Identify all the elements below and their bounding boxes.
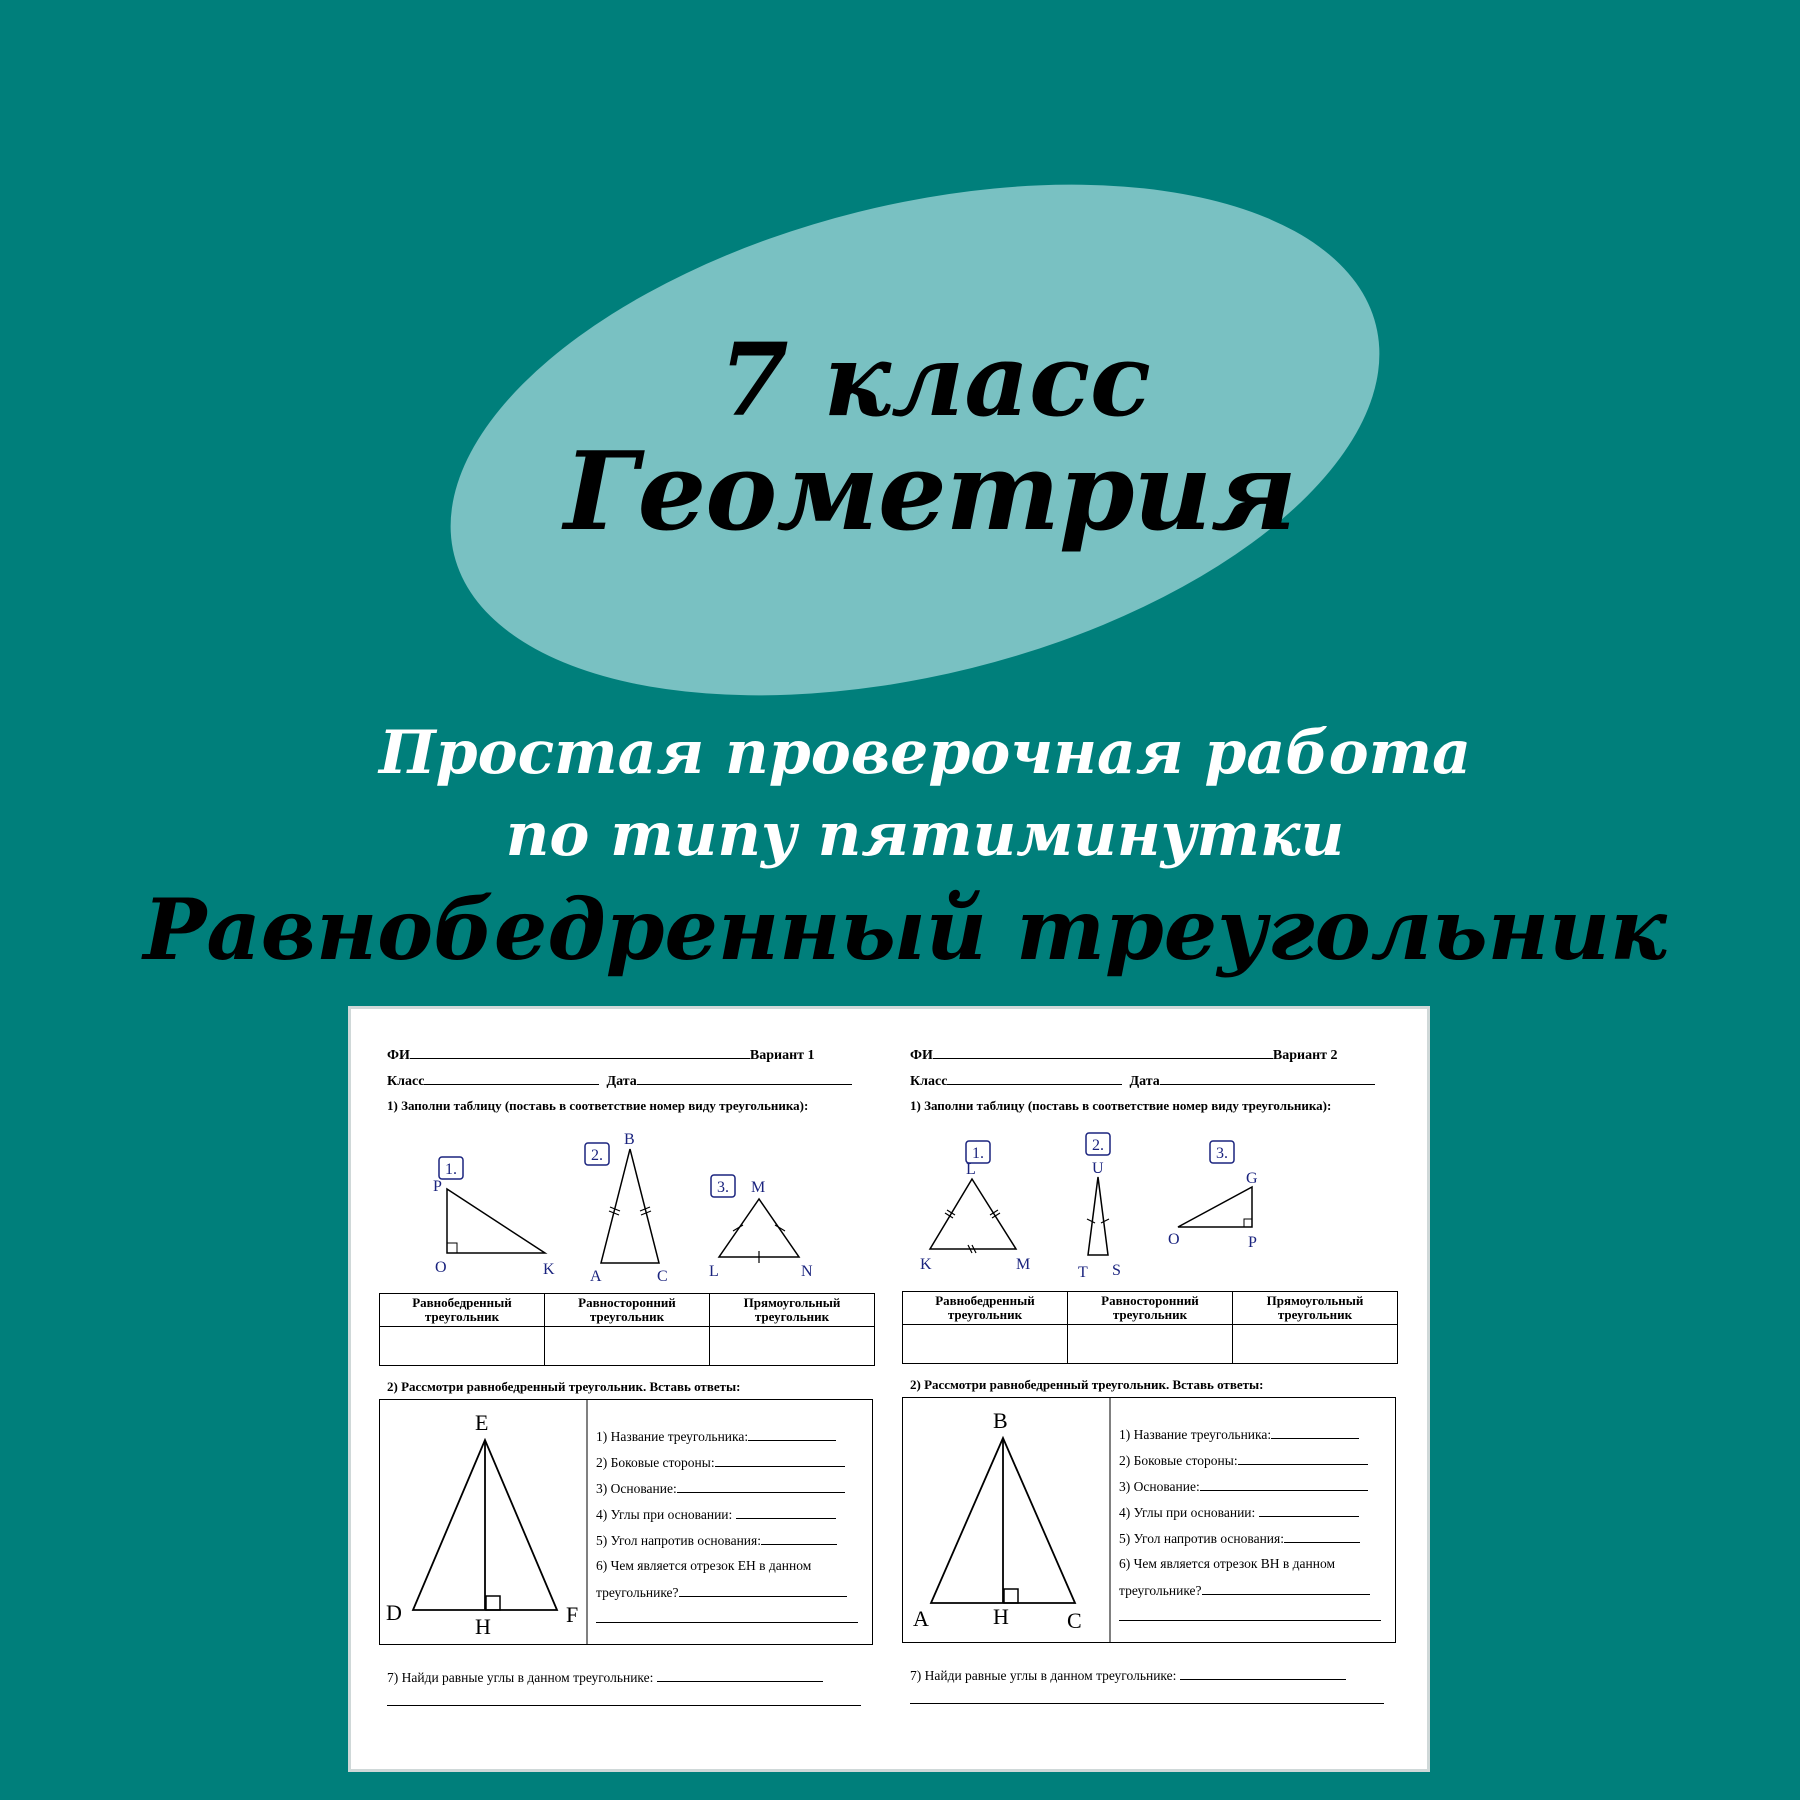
question-text: 1) Название треугольника:	[596, 1429, 749, 1444]
answer-line[interactable]	[715, 1454, 845, 1467]
variant-2	[906, 1009, 1406, 1769]
question-text: треугольнике?	[1119, 1583, 1202, 1598]
vertex-label: F	[566, 1602, 579, 1627]
question-6-cont	[1119, 1582, 1370, 1599]
class-underline	[947, 1072, 1122, 1085]
question-text: 2) Боковые стороны:	[1119, 1453, 1238, 1468]
vertex-label: C	[657, 1268, 668, 1285]
question-4	[1119, 1504, 1359, 1521]
variant-label: Вариант 2	[1272, 1048, 1338, 1063]
answer-line-extra	[1119, 1608, 1381, 1625]
date-label: Дата	[606, 1074, 637, 1089]
vertex-label: T	[1078, 1264, 1088, 1281]
answer-line[interactable]	[748, 1428, 836, 1441]
question-6	[596, 1558, 811, 1574]
date-underline	[1160, 1072, 1375, 1085]
vertex-label: O	[1168, 1231, 1180, 1248]
vertex-label: A	[590, 1268, 602, 1285]
table-header: Прямоугольный треугольник	[710, 1294, 875, 1327]
figure-number: 2.	[591, 1147, 603, 1164]
answer-line[interactable]	[1119, 1608, 1381, 1621]
question-text: 4) Углы при основании:	[1119, 1505, 1256, 1520]
figure-number: 1.	[972, 1145, 984, 1162]
vertex-label: M	[751, 1179, 766, 1196]
fi-underline	[410, 1046, 750, 1059]
vertex-label: O	[435, 1259, 447, 1276]
date-underline	[637, 1072, 852, 1085]
vertex-label: A	[913, 1606, 929, 1631]
vertex-label: G	[1246, 1170, 1258, 1187]
task-2-box	[902, 1397, 1396, 1643]
vertex-label: H	[993, 1604, 1009, 1629]
task-2-text: 2) Рассмотри равнобедренный треугольник. Вставь ответы:	[910, 1377, 1264, 1392]
question-1	[1119, 1426, 1359, 1443]
answer-line[interactable]	[910, 1691, 1384, 1704]
task-7	[387, 1669, 823, 1686]
vertex-label: N	[801, 1263, 813, 1280]
answer-line[interactable]	[596, 1610, 858, 1623]
fi-label: ФИ	[387, 1048, 410, 1063]
task-7-text: 7) Найди равные углы в данном треугольнике:	[910, 1668, 1177, 1683]
vertex-label: P	[433, 1178, 442, 1195]
table-header: Равносторонний треугольник	[545, 1294, 710, 1327]
answer-line[interactable]	[677, 1480, 845, 1493]
classification-table	[379, 1293, 875, 1366]
tick-marks	[945, 1210, 1000, 1253]
vertex-label: L	[709, 1263, 719, 1280]
question-text: 3) Основание:	[1119, 1479, 1200, 1494]
question-text: 6) Чем является отрезок BH в данном	[1119, 1556, 1335, 1571]
answer-line[interactable]	[387, 1693, 861, 1706]
right-angle-mark	[1004, 1589, 1018, 1603]
fi-line	[910, 1046, 1338, 1064]
subject-title: Геометрия	[564, 429, 1296, 555]
grade-title: 7 класс	[719, 321, 1151, 439]
answer-line[interactable]	[1180, 1667, 1346, 1680]
vertex-label: K	[920, 1256, 932, 1273]
isosceles-triangle	[601, 1149, 659, 1263]
vertex-label: U	[1092, 1160, 1104, 1177]
answer-line[interactable]	[736, 1506, 836, 1519]
vertex-label: B	[993, 1408, 1008, 1433]
answer-cell[interactable]	[380, 1327, 545, 1366]
right-angle-mark	[1244, 1219, 1252, 1227]
vertex-label: E	[475, 1410, 489, 1435]
task-7-text: 7) Найди равные углы в данном треугольнике:	[387, 1670, 654, 1685]
date-label: Дата	[1129, 1074, 1160, 1089]
task-1-text: 1) Заполни таблицу (поставь в соответствие номер виду треугольника):	[387, 1098, 809, 1113]
vertex-label: B	[624, 1131, 635, 1148]
fi-underline	[933, 1046, 1273, 1059]
right-angle-mark	[486, 1596, 500, 1610]
class-date-line	[387, 1072, 852, 1090]
class-underline	[424, 1072, 599, 1085]
answer-line-extra	[596, 1610, 858, 1627]
subtitle-line-2: по типу пятиминутки	[505, 800, 1345, 870]
figures-task-1	[383, 1119, 883, 1289]
question-1	[596, 1428, 836, 1445]
answer-line[interactable]	[1284, 1530, 1360, 1543]
task-2-box	[379, 1399, 873, 1645]
class-date-line	[910, 1072, 1375, 1090]
figure-number: 1.	[445, 1161, 457, 1178]
question-5	[596, 1532, 837, 1549]
isosceles-figure	[380, 1400, 588, 1644]
question-text: 1) Название треугольника:	[1119, 1427, 1272, 1442]
answer-line[interactable]	[1238, 1452, 1368, 1465]
question-4	[596, 1506, 836, 1523]
answer-cell[interactable]	[545, 1327, 710, 1366]
figure-number: 3.	[717, 1179, 729, 1196]
question-text: 4) Углы при основании:	[596, 1507, 733, 1522]
table-header: Прямоугольный треугольник	[1233, 1292, 1398, 1325]
fi-label: ФИ	[910, 1048, 933, 1063]
equilateral-triangle	[719, 1199, 799, 1257]
question-3	[596, 1480, 845, 1497]
vertex-label: C	[1067, 1608, 1082, 1633]
isosceles-triangle	[1088, 1177, 1108, 1255]
vertex-label: M	[1016, 1256, 1031, 1273]
figure-number: 3.	[1216, 1145, 1228, 1162]
vertex-label: P	[1248, 1234, 1257, 1251]
answer-line[interactable]	[657, 1669, 823, 1682]
table-header: Равнобедренный треугольник	[903, 1292, 1068, 1325]
answer-line[interactable]	[1200, 1478, 1368, 1491]
variant-label: Вариант 1	[749, 1048, 815, 1063]
task-7-line	[910, 1691, 1384, 1708]
right-triangle	[1178, 1187, 1252, 1227]
tick-marks	[1087, 1219, 1109, 1223]
topic-title: Равнобедренный треугольник	[143, 880, 1667, 979]
question-3	[1119, 1478, 1368, 1495]
right-angle-mark	[447, 1243, 457, 1253]
table-header: Равносторонний треугольник	[1068, 1292, 1233, 1325]
answer-line[interactable]	[679, 1584, 847, 1597]
question-text: 6) Чем является отрезок EH в данном	[596, 1558, 812, 1573]
question-text: 5) Угол напротив основания:	[596, 1533, 761, 1548]
answer-cell[interactable]	[710, 1327, 875, 1366]
vertex-label: K	[543, 1261, 555, 1278]
vertex-label: D	[386, 1600, 402, 1625]
figures-task-1	[906, 1119, 1406, 1289]
equilateral-triangle	[930, 1179, 1016, 1249]
question-5	[1119, 1530, 1360, 1547]
answer-line[interactable]	[1271, 1426, 1359, 1439]
answer-cell[interactable]	[903, 1325, 1068, 1364]
task-7-line	[387, 1693, 861, 1710]
vertex-label: L	[966, 1161, 976, 1178]
task-1-text: 1) Заполни таблицу (поставь в соответствие номер виду треугольника):	[910, 1098, 1332, 1113]
task-7	[910, 1667, 1346, 1684]
answer-cell[interactable]	[1233, 1325, 1398, 1364]
subtitle-line-1: Простая проверочная работа	[378, 718, 1472, 788]
question-text: 3) Основание:	[596, 1481, 677, 1496]
right-triangle	[447, 1189, 545, 1253]
vertex-label: H	[475, 1614, 491, 1639]
worksheet-preview	[348, 1006, 1430, 1772]
answer-line[interactable]	[1202, 1582, 1370, 1595]
question-text: треугольнике?	[596, 1585, 679, 1600]
question-2	[596, 1454, 845, 1471]
isosceles-figure	[903, 1398, 1111, 1642]
variant-1	[383, 1009, 883, 1769]
question-text: 5) Угол напротив основания:	[1119, 1531, 1284, 1546]
task-2-text: 2) Рассмотри равнобедренный треугольник. Вставь ответы:	[387, 1379, 741, 1394]
answer-line[interactable]	[761, 1532, 837, 1545]
question-6-cont	[596, 1584, 847, 1601]
table-header: Равнобедренный треугольник	[380, 1294, 545, 1327]
question-6	[1119, 1556, 1335, 1572]
question-2	[1119, 1452, 1368, 1469]
fi-line	[387, 1046, 815, 1064]
vertex-label: S	[1112, 1262, 1121, 1279]
answer-line[interactable]	[1259, 1504, 1359, 1517]
question-text: 2) Боковые стороны:	[596, 1455, 715, 1470]
figure-number: 2.	[1092, 1137, 1104, 1154]
class-label: Класс	[910, 1074, 948, 1089]
classification-table	[902, 1291, 1398, 1364]
class-label: Класс	[387, 1074, 425, 1089]
answer-cell[interactable]	[1068, 1325, 1233, 1364]
